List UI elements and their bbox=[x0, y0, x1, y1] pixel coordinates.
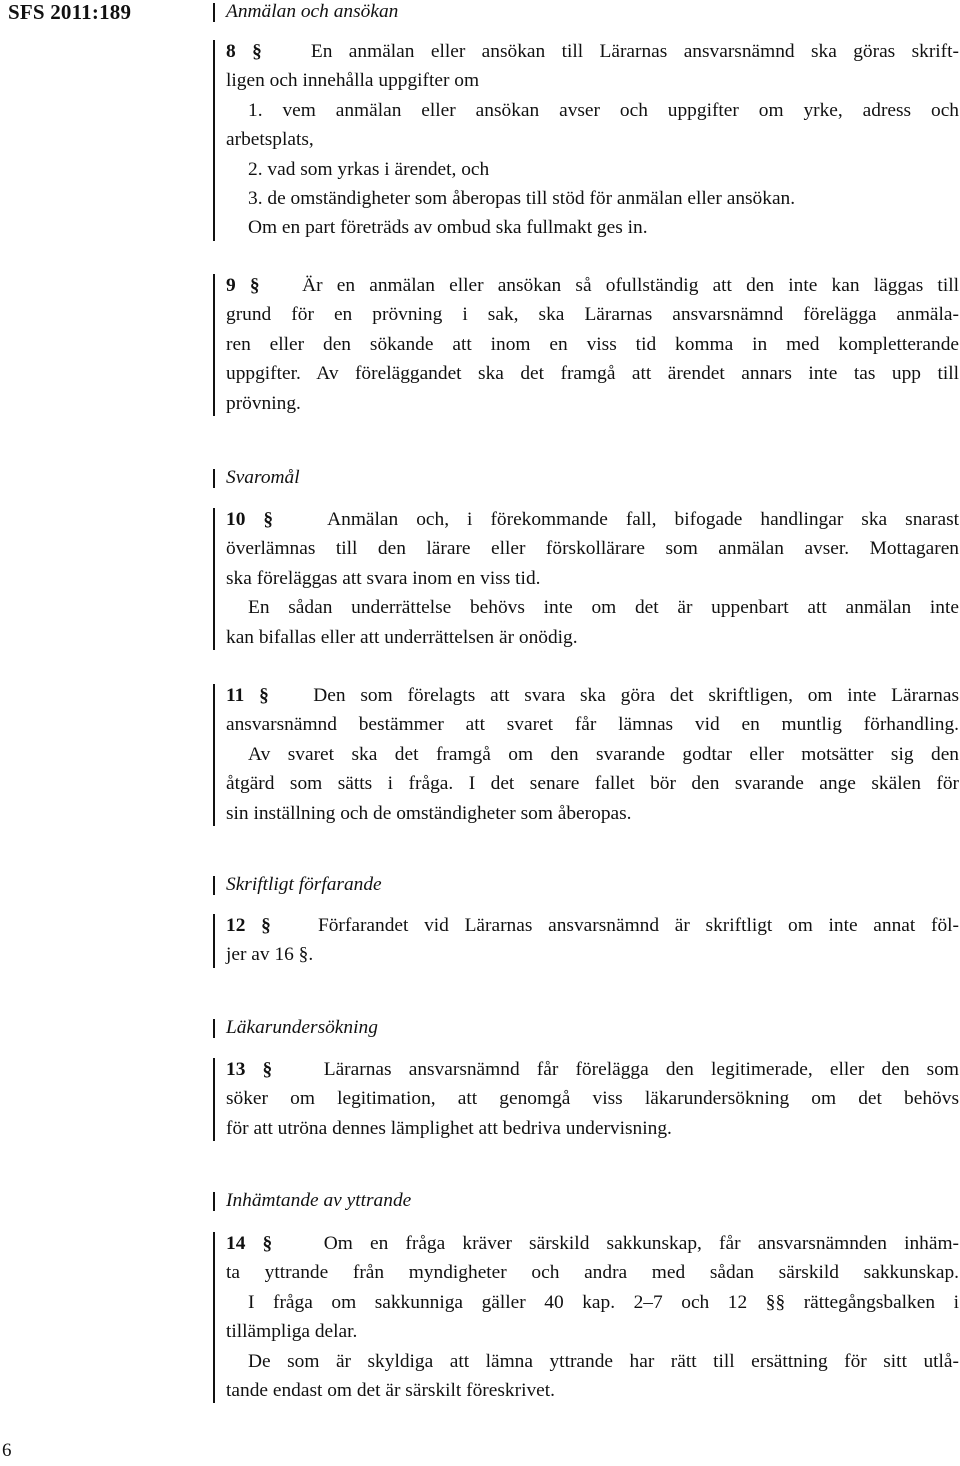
paragraph-line: 10 § Anmälan och, i förekommande fall, bifogade handlingar ska snarast bbox=[226, 509, 960, 530]
paragraph-line: 1. vem anmälan eller ansökan avser och uppgifter om yrke, adress och bbox=[248, 99, 959, 121]
paragraph-14 bbox=[226, 1229, 959, 1405]
section-number: 12 § bbox=[226, 915, 271, 936]
paragraph-line: 13 § Lärarnas ansvarsnämnd får förelägga den legitimerade, eller den som bbox=[226, 1059, 959, 1080]
section-heading: Skriftligt förfarande bbox=[226, 873, 959, 897]
paragraph-line: tillämpliga delar. bbox=[226, 1321, 358, 1343]
paragraph-line: tande endast om det är särskilt föreskrivet. bbox=[226, 1380, 555, 1402]
paragraph-line: ta yttrande från myndigheter och andra med sådan särskild sakkunskap. bbox=[226, 1262, 959, 1284]
paragraph-line: En sådan underrättelse behövs inte om det är uppenbart att anmälan inte bbox=[248, 597, 959, 619]
section-number: 13 § bbox=[226, 1059, 273, 1080]
section-heading: Läkarundersökning bbox=[226, 1016, 959, 1040]
section-number: 11 § bbox=[226, 685, 269, 706]
section-number: 9 § bbox=[226, 275, 260, 296]
section-heading: Anmälan och ansökan bbox=[226, 0, 959, 24]
page-number: 6 bbox=[2, 1440, 12, 1461]
paragraph-line: 2. vad som yrkas i ärendet, och bbox=[248, 158, 490, 180]
paragraph-line: grund för en prövning i sak, ska Lärarnas ansvarsnämnd förelägga anmäla- bbox=[226, 304, 959, 326]
paragraph-line: uppgifter. Av föreläggandet ska det framgå att ärendet annars inte tas upp till bbox=[226, 363, 959, 385]
paragraph-9 bbox=[226, 271, 959, 418]
paragraph-line: ansvarsnämnd bestämmer att svaret får lämnas vid en muntlig förhandling. bbox=[226, 714, 959, 736]
paragraph-12 bbox=[226, 911, 959, 970]
section-number: 14 § bbox=[226, 1233, 273, 1254]
paragraph-line: Av svaret ska det framgå om den svarande godtar eller motsätter sig den bbox=[248, 743, 959, 765]
section-heading: Svaromål bbox=[226, 466, 959, 490]
paragraph-line: 12 § Förfarandet vid Lärarnas ansvarsnämnd är skriftligt om inte annat föl- bbox=[226, 915, 959, 936]
paragraph-line: åtgärd som sätts i fråga. I det senare fallet bör den svarande ange skälen för bbox=[226, 773, 959, 795]
paragraph-8 bbox=[226, 37, 959, 243]
paragraph-line: I fråga om sakkunniga gäller 40 kap. 2–7 och 12 §§ rättegångsbalken i bbox=[248, 1291, 959, 1313]
paragraph-line: De som är skyldiga att lämna yttrande har rätt till ersättning för sitt utlå- bbox=[248, 1350, 959, 1372]
paragraph-line: Om en part företräds av ombud ska fullmakt ges in. bbox=[248, 217, 648, 239]
section-heading: Inhämtande av yttrande bbox=[226, 1189, 959, 1213]
paragraph-line: 11 § Den som förelagts att svara ska göra det skriftligen, om inte Lärarnas bbox=[226, 685, 959, 706]
paragraph-line: ligen och innehålla uppgifter om bbox=[226, 70, 480, 92]
paragraph-line: kan bifallas eller att underrättelsen är onödig. bbox=[226, 626, 578, 648]
paragraph-13 bbox=[226, 1055, 959, 1143]
paragraph-line: söker om legitimation, att genomgå viss läkarundersökning om det behövs bbox=[226, 1088, 959, 1110]
section-number: 10 § bbox=[226, 509, 274, 530]
paragraph-line: arbetsplats, bbox=[226, 129, 314, 151]
paragraph-line: 9 § Är en anmälan eller ansökan så ofullständig att den inte kan läggas till bbox=[226, 275, 959, 296]
paragraph-11 bbox=[226, 681, 959, 828]
paragraph-line: 8 § En anmälan eller ansökan till Lärarnas ansvarsnämnd ska göras skrift- bbox=[226, 41, 959, 62]
paragraph-line: 14 § Om en fråga kräver särskild sakkunskap, får ansvarsnämnden inhäm- bbox=[226, 1233, 959, 1254]
paragraph-line: ren eller den sökande att inom en viss tid komma in med kompletterande bbox=[226, 333, 959, 355]
section-number: 8 § bbox=[226, 41, 262, 62]
paragraph-line: 3. de omständigheter som åberopas till stöd för anmälan eller ansökan. bbox=[248, 188, 796, 210]
paragraph-line: ska föreläggas att svara inom en viss tid. bbox=[226, 567, 541, 589]
paragraph-line: sin inställning och de omständigheter som åberopas. bbox=[226, 802, 632, 824]
paragraph-10 bbox=[226, 505, 959, 652]
paragraph-line: jer av 16 §. bbox=[226, 944, 314, 966]
sfs-number: SFS 2011:189 bbox=[8, 0, 132, 24]
paragraph-line: prövning. bbox=[226, 392, 301, 414]
paragraph-line: överlämnas till den lärare eller förskollärare som anmälan avser. Mottagaren bbox=[226, 538, 959, 560]
paragraph-line: för att utröna dennes lämplighet att bedriva undervisning. bbox=[226, 1117, 672, 1139]
